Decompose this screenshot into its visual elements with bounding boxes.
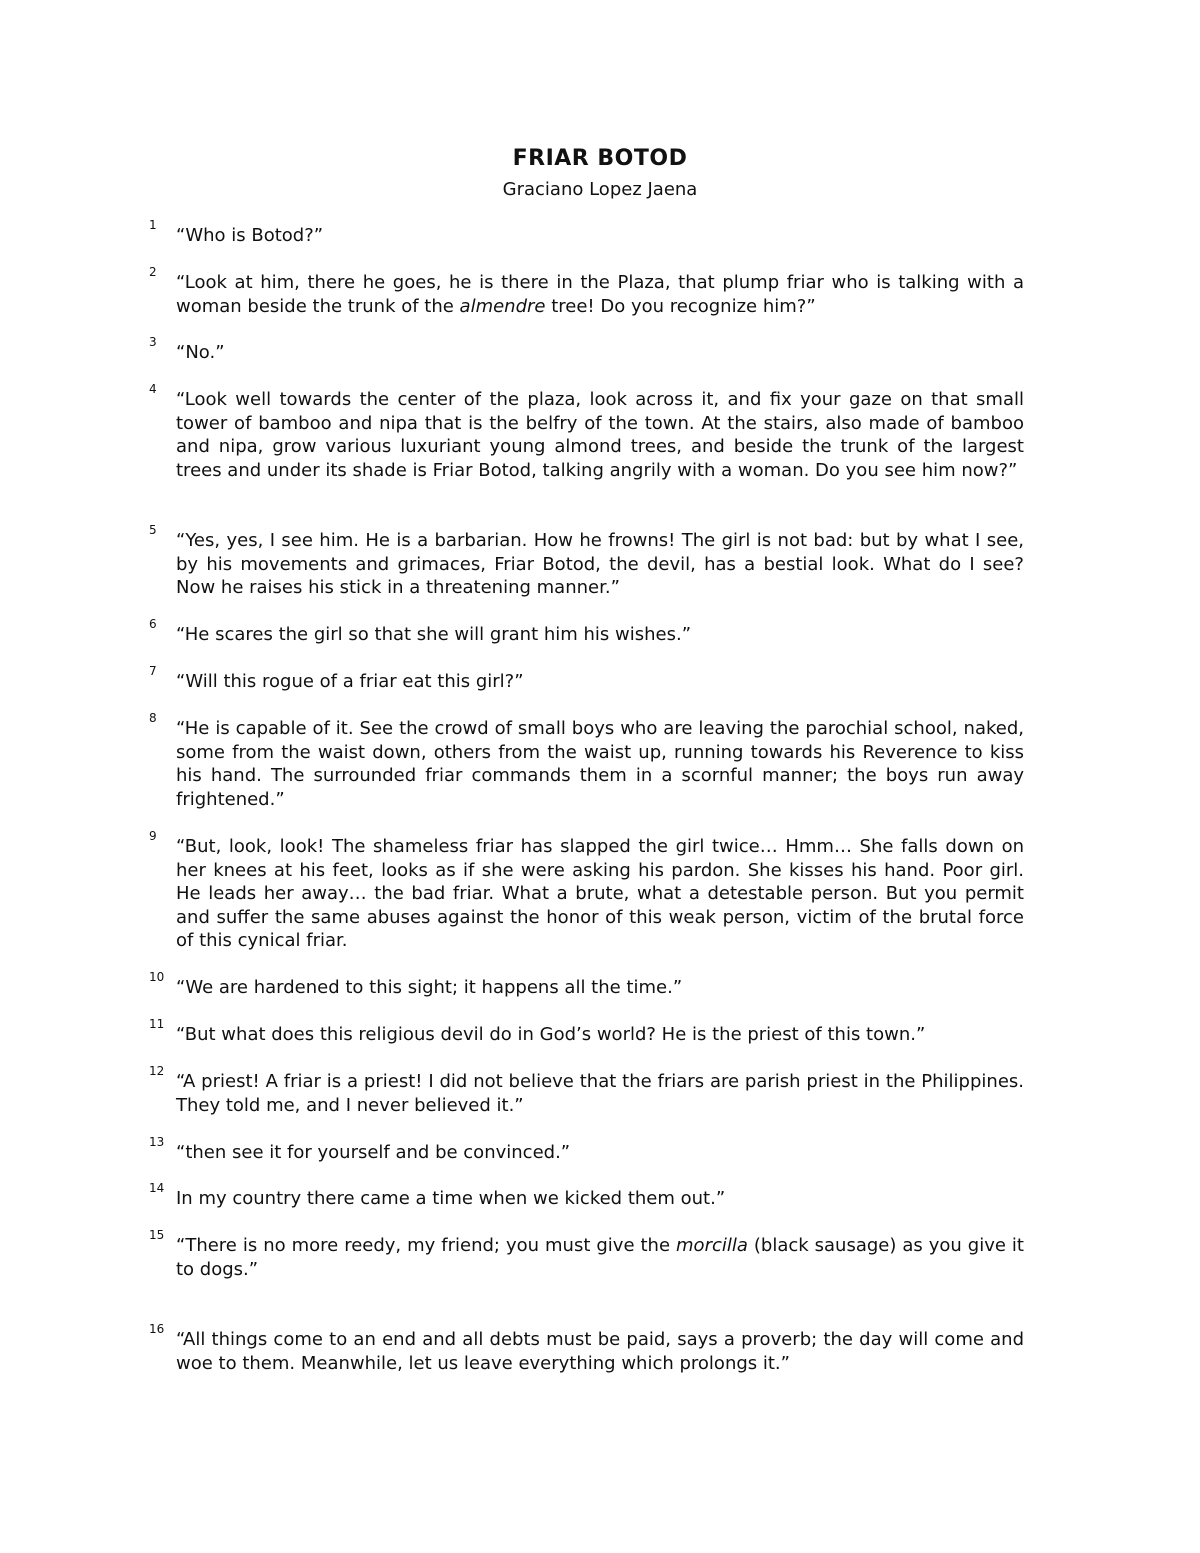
text-run: “A priest! A friar is a priest! I did not believe that the friars are parish priest in the Philippines. They told me, and I never believed it.” bbox=[176, 1071, 1024, 1116]
text-run: tree! Do you recognize him?” bbox=[545, 295, 816, 317]
text-run: “He scares the girl so that she will grant him his wishes.” bbox=[176, 624, 692, 645]
text-run: “All things come to an end and all debts must be paid, says a proverb; the day will come and woe to them. Meanwhile, let us leave everything which prolongs it.” bbox=[176, 1329, 1024, 1374]
paragraph-number: 9 bbox=[149, 829, 157, 843]
italic-term: morcilla bbox=[676, 1235, 748, 1256]
text-run: “He is capable of it. See the crowd of small boys who are leaving the parochial school, naked, some from the waist down, others from the waist up, running towards his Reverence to kiss his hand. The surrounded friar commands them in a scornful manner; the boys run away frightened.” bbox=[176, 718, 1024, 810]
paragraph-number: 13 bbox=[149, 1135, 165, 1149]
paragraph-text bbox=[176, 1234, 1024, 1281]
paragraph-1 bbox=[149, 218, 1024, 248]
paragraph-6 bbox=[149, 617, 1024, 647]
paragraph-text bbox=[176, 1070, 1024, 1117]
paragraph-16 bbox=[149, 1322, 1024, 1375]
text-run: (black sausage) as you give it to dogs.” bbox=[176, 1235, 1024, 1280]
paragraph-text bbox=[176, 1187, 1024, 1211]
paragraph-number: 11 bbox=[149, 1017, 165, 1031]
text-run: “Look at him, there he goes, he is there in the Plaza, that plump friar who is talking with a woman beside the trunk of the bbox=[176, 272, 1024, 317]
paragraph-text bbox=[176, 1023, 1024, 1047]
text-run: In my country there came a time when we kicked them out.” bbox=[176, 1188, 726, 1209]
paragraph-text bbox=[176, 1328, 1024, 1375]
paragraph-number: 5 bbox=[149, 523, 157, 537]
paragraph-8 bbox=[149, 711, 1024, 811]
paragraph-7 bbox=[149, 664, 1024, 694]
text-run: “But, look, look! The shameless friar has slapped the girl twice… Hmm… She falls down on her knees at his feet, looks as if she were asking his pardon. She kisses his hand. Poor girl. He leads her away… the bad friar. What a brute, what a detestable person. But you permit and suffer the same abuses against the honor of this weak person, victim of the brutal force of this cynical friar. bbox=[176, 836, 1024, 951]
paragraph-text bbox=[176, 835, 1024, 953]
paragraph-number: 6 bbox=[149, 617, 157, 631]
text-run: “then see it for yourself and be convinced.” bbox=[176, 1142, 571, 1163]
paragraph-14 bbox=[149, 1181, 1024, 1211]
text-run: “Yes, yes, I see him. He is a barbarian. How he frowns! The girl is not bad: but by what I see, by his movements and grimaces, Friar Botod, the devil, has a bestial look. What do I see? Now he raises his stick in a threatening manner.” bbox=[176, 530, 1024, 598]
text-run: “There is no more reedy, my friend; you must give the bbox=[176, 1235, 677, 1256]
paragraph-15 bbox=[149, 1228, 1024, 1281]
paragraph-number: 15 bbox=[149, 1228, 165, 1242]
paragraph-text bbox=[176, 271, 1024, 318]
paragraph-text bbox=[176, 388, 1024, 482]
paragraph-5 bbox=[149, 523, 1024, 600]
paragraph-number: 3 bbox=[149, 335, 157, 349]
paragraph-number: 4 bbox=[149, 382, 157, 396]
paragraph-13 bbox=[149, 1135, 1024, 1165]
paragraph-12 bbox=[149, 1064, 1024, 1117]
text-run: “But what does this religious devil do in God’s world? He is the priest of this town.” bbox=[176, 1024, 926, 1045]
paragraph-text bbox=[176, 529, 1024, 600]
paragraph-number: 12 bbox=[149, 1064, 165, 1078]
paragraph-number: 7 bbox=[149, 664, 157, 678]
paragraph-number: 8 bbox=[149, 711, 157, 725]
paragraph-4 bbox=[149, 382, 1024, 482]
paragraph-text bbox=[176, 224, 1024, 248]
paragraph-number: 14 bbox=[149, 1181, 165, 1195]
paragraph-text bbox=[176, 717, 1024, 811]
italic-term: almendre bbox=[459, 295, 546, 317]
paragraph-11 bbox=[149, 1017, 1024, 1047]
document-title: FRIAR BOTOD bbox=[512, 146, 688, 171]
document-author: Graciano Lopez Jaena bbox=[502, 179, 698, 200]
text-run: “Who is Botod?” bbox=[176, 225, 324, 246]
paragraph-text bbox=[176, 976, 1024, 1000]
paragraph-text bbox=[176, 1141, 1024, 1165]
paragraph-number: 1 bbox=[149, 218, 157, 232]
text-run: “No.” bbox=[176, 342, 225, 363]
paragraph-10 bbox=[149, 970, 1024, 1000]
paragraph-number: 16 bbox=[149, 1322, 165, 1336]
paragraph-number: 2 bbox=[149, 265, 157, 279]
paragraph-text bbox=[176, 623, 1024, 647]
text-run: “Will this rogue of a friar eat this girl?” bbox=[176, 671, 524, 692]
paragraph-2 bbox=[149, 265, 1024, 318]
paragraph-text bbox=[176, 341, 1024, 365]
text-run: “Look well towards the center of the plaza, look across it, and fix your gaze on that small tower of bamboo and nipa that is the belfry of the town. At the stairs, also made of bamboo and nipa, grow various luxuriant young almond trees, and beside the trunk of the largest trees and under its shade is Friar Botod, talking angrily with a woman. Do you see him now?” bbox=[176, 389, 1024, 481]
paragraph-3 bbox=[149, 335, 1024, 365]
text-run: “We are hardened to this sight; it happens all the time.” bbox=[176, 977, 683, 998]
paragraph-text bbox=[176, 670, 1024, 694]
paragraph-9 bbox=[149, 829, 1024, 953]
paragraph-number: 10 bbox=[149, 970, 165, 984]
